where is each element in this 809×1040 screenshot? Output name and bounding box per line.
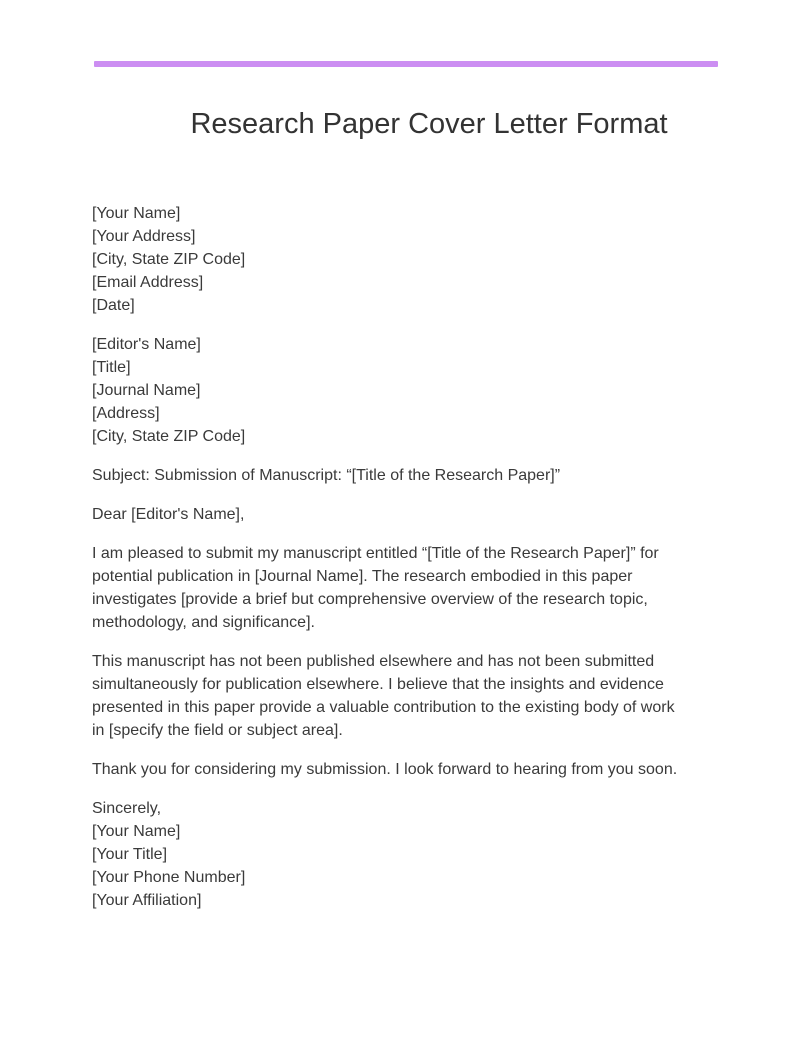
sender-date: [Date] [92,297,135,314]
closing-block [92,797,692,912]
recipient-journal-name: [Journal Name] [92,382,201,399]
paragraph-line: I am pleased to submit my manuscript entitled “[Title of the Research Paper]” for [92,545,659,562]
recipient-address: [Address] [92,405,160,422]
paragraph-line: presented in this paper provide a valuable contribution to the existing body of work [92,699,675,716]
sender-name: [Your Name] [92,205,181,222]
body-paragraph-1 [92,542,692,634]
paragraph-line: in [specify the field or subject area]. [92,722,343,739]
closing-name: [Your Name] [92,823,181,840]
body-paragraph-3 [92,758,692,781]
salutation [92,503,692,526]
closing-phone: [Your Phone Number] [92,869,246,886]
closing-title: [Your Title] [92,846,168,863]
paragraph-line: investigates [provide a brief but comprehensive overview of the research topic, [92,591,648,608]
sender-city-state-zip: [City, State ZIP Code] [92,251,246,268]
sender-block [92,202,692,317]
body-paragraph-2 [92,650,692,742]
recipient-block [92,333,692,448]
sender-email: [Email Address] [92,274,204,291]
closing-sign-off: Sincerely, [92,800,162,817]
sender-address: [Your Address] [92,228,196,245]
salutation-text: Dear [Editor's Name], [92,506,245,523]
accent-bar [94,61,718,67]
recipient-city-state-zip: [City, State ZIP Code] [92,428,246,445]
closing-affiliation: [Your Affiliation] [92,892,202,909]
document-title: Research Paper Cover Letter Format [190,108,668,140]
paragraph-line: methodology, and significance]. [92,614,315,631]
paragraph-line: This manuscript has not been published elsewhere and has not been submitted [92,653,655,670]
subject-text: Subject: Submission of Manuscript: “[Title of the Research Paper]” [92,467,561,484]
paragraph-line: Thank you for considering my submission. I look forward to hearing from you soon. [92,761,678,778]
paragraph-line: simultaneously for publication elsewhere. I believe that the insights and evidence [92,676,664,693]
subject-line [92,464,692,487]
recipient-title: [Title] [92,359,131,376]
paragraph-line: potential publication in [Journal Name]. The research embodied in this paper [92,568,633,585]
recipient-editor-name: [Editor's Name] [92,336,201,353]
letter-body [92,202,692,928]
